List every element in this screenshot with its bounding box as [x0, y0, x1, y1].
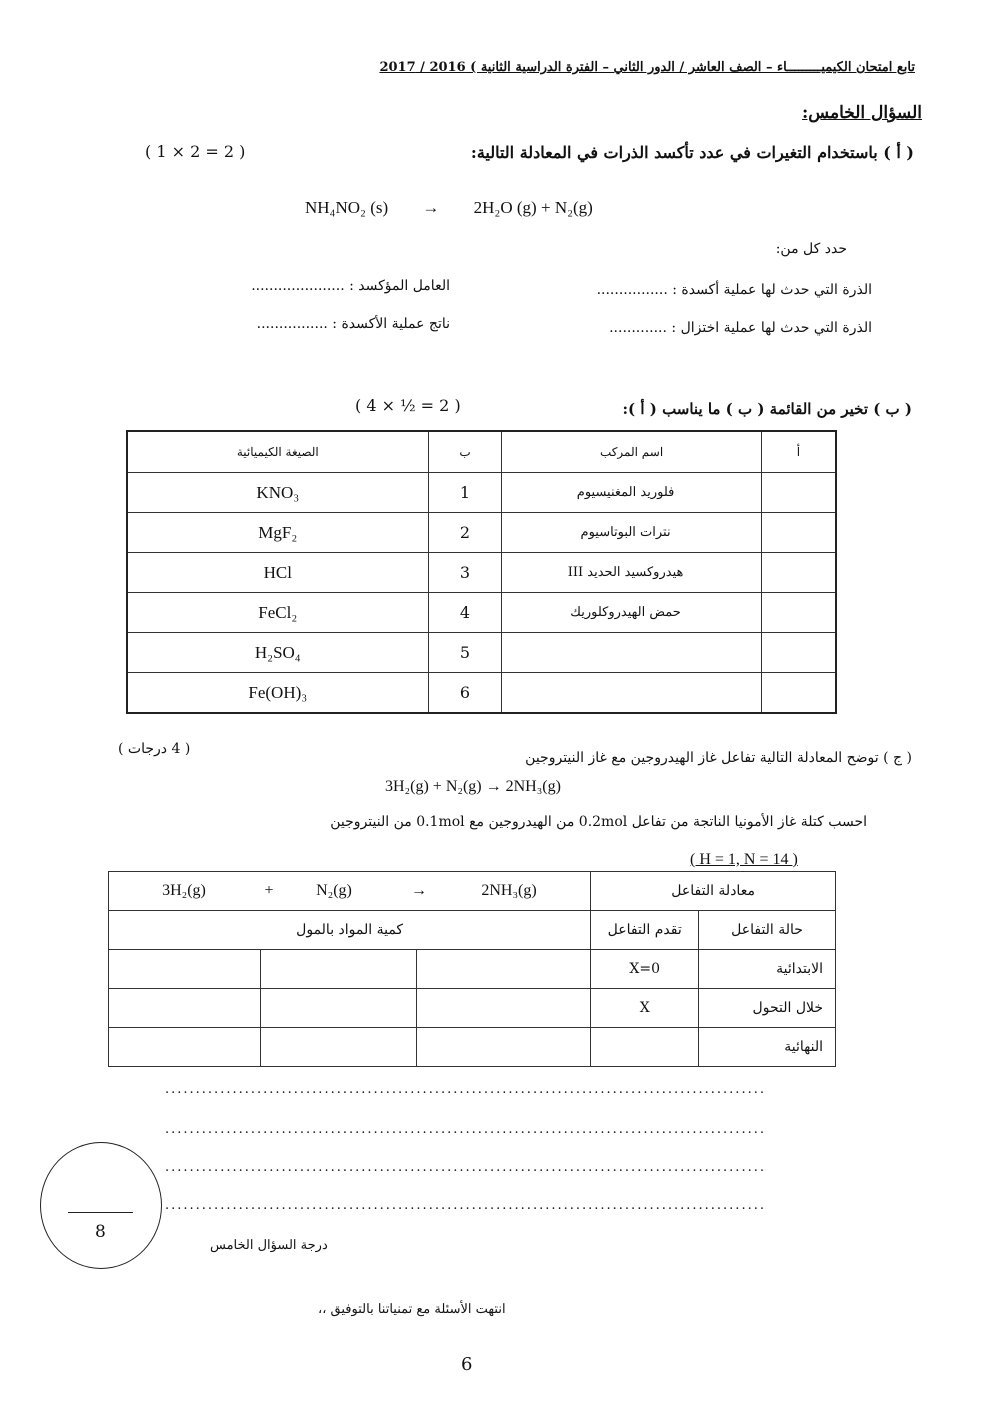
table-equation: 3H₂(g) + N₂(g) → 2NH₃(g)	[109, 872, 591, 911]
score-label: درجة السؤال الخامس	[210, 1238, 328, 1253]
table-row: H₂SO₄ 5	[127, 633, 836, 673]
n2-amount-cell[interactable]	[260, 989, 416, 1028]
calc-instruction: احسب كتلة غاز الأمونيا الناتجة من تفاعل 0.2mol من الهيدروجين مع 0.1mol من النيتروجين	[330, 814, 867, 830]
question-title: السؤال الخامس:	[802, 103, 922, 123]
eq-reactant: NH₄NO₂ (s)	[305, 198, 389, 217]
page-number: 6	[461, 1354, 473, 1375]
score-divider	[68, 1212, 133, 1213]
identify-prompt: حدد كل من:	[775, 241, 847, 257]
table-row: HCl 3 هيدروكسيد الحديد III	[127, 553, 836, 593]
header-b: ب	[428, 431, 502, 473]
answer-cell[interactable]	[761, 473, 836, 513]
progress-label: تقدم التفاعل	[591, 911, 699, 950]
nh3-amount-cell[interactable]	[416, 989, 591, 1028]
h2-amount-cell[interactable]	[109, 950, 261, 989]
answer-line[interactable]: ..................................................................................................	[165, 1160, 766, 1175]
answer-cell[interactable]	[761, 553, 836, 593]
eq-arrow: →	[422, 198, 440, 217]
n2-amount-cell[interactable]	[260, 1028, 416, 1067]
part-b-instruction: ( ب ) تخير من القائمة ( ب ) ما يناسب ( أ ):	[622, 400, 912, 418]
part-a-score: ( 1 × 2 = 2 )	[145, 142, 246, 161]
nh3-amount-cell[interactable]	[416, 1028, 591, 1067]
atomic-masses: ( H = 1, N = 14 )	[690, 851, 798, 868]
header-formula: الصيغة الكيميائية	[127, 431, 428, 473]
oxidized-atom-blank[interactable]: الذرة التي حدث لها عملية أكسدة : ................	[596, 282, 872, 298]
h2-amount-cell[interactable]	[109, 1028, 261, 1067]
oxidation-product-blank[interactable]: ناتج عملية الأكسدة : ................	[256, 316, 450, 332]
redox-equation	[305, 198, 593, 218]
eq-product-water: 2H₂O (g)	[473, 198, 537, 217]
table-row: FeCl₂ 4 حمض الهيدروكلوريك	[127, 593, 836, 633]
answer-cell[interactable]	[761, 673, 836, 714]
nh3-amount-cell[interactable]	[416, 950, 591, 989]
reduced-atom-blank[interactable]: الذرة التي حدث لها عملية اختزال : .............	[609, 320, 872, 336]
answer-cell[interactable]	[761, 633, 836, 673]
table-row: X=0 الابتدائية	[109, 950, 836, 989]
answer-cell[interactable]	[761, 593, 836, 633]
eq-product-nitrogen: N₂(g)	[554, 198, 593, 217]
matching-table	[126, 430, 837, 714]
equation-label: معادلة التفاعل	[591, 872, 836, 911]
state-label: حالة التفاعل	[699, 911, 836, 950]
final-progress-cell[interactable]	[591, 1028, 699, 1067]
answer-line[interactable]: ..................................................................................................	[165, 1198, 766, 1213]
reaction-progress-table	[108, 871, 836, 1067]
header-a: أ	[761, 431, 836, 473]
table-row: النهائية	[109, 1028, 836, 1067]
part-a-instruction: ( أ ) باستخدام التغيرات في عدد تأكسد الذرات في المعادلة التالية:	[470, 143, 914, 162]
table-row: X خلال التحول	[109, 989, 836, 1028]
table-row: KNO₃ 1 فلوريد المغنيسيوم	[127, 473, 836, 513]
amount-label: كمية المواد بالمول	[109, 911, 591, 950]
closing-message: انتهت الأسئلة مع تمنياتنا بالتوفيق ،،	[318, 1302, 506, 1317]
ammonia-equation: 3H₂(g) + N₂(g) → 2NH₃(g)	[385, 778, 561, 795]
oxidizing-agent-blank[interactable]: العامل المؤكسد : .....................	[251, 278, 450, 294]
score-circle	[40, 1142, 162, 1269]
total-score: 8	[95, 1222, 106, 1242]
part-b-score: ( 4 × ½ = 2 )	[355, 396, 461, 415]
table-row: Fe(OH)₃ 6	[127, 673, 836, 714]
part-c-score: ( 4 درجات )	[118, 741, 191, 757]
answer-cell[interactable]	[761, 513, 836, 553]
table-row: MgF₂ 2 نترات البوتاسيوم	[127, 513, 836, 553]
h2-amount-cell[interactable]	[109, 989, 261, 1028]
eq-plus: +	[540, 198, 551, 217]
answer-line[interactable]: ..................................................................................................	[165, 1122, 766, 1137]
header-name: اسم المركب	[502, 431, 761, 473]
page-header: تابع امتحان الكيميـــــــــاء – الصف العاشر / الدور الثاني – الفترة الدراسية الثانية ) 2016 / 2017	[379, 60, 915, 75]
part-c-instruction: ( ج ) توضح المعادلة التالية تفاعل غاز الهيدروجين مع غاز النيتروجين	[525, 750, 912, 766]
answer-line[interactable]: ..................................................................................................	[165, 1082, 766, 1097]
n2-amount-cell[interactable]	[260, 950, 416, 989]
